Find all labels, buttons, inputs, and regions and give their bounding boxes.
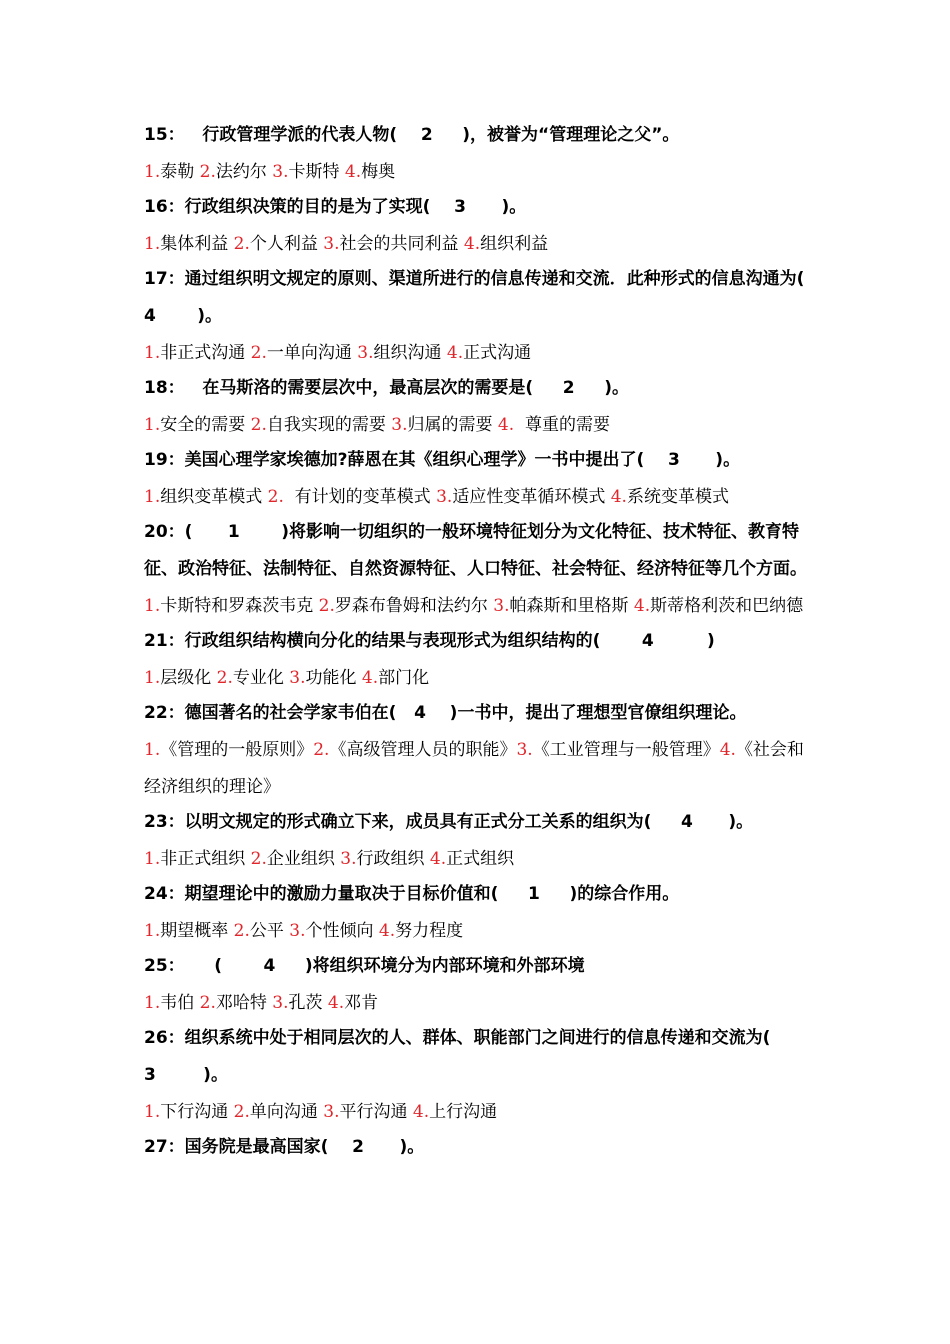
options-23 bbox=[144, 841, 810, 878]
option-text: 社会的共同利益 bbox=[339, 234, 459, 254]
option-text: 正式沟通 bbox=[463, 343, 532, 363]
option-text: 行政组织 bbox=[356, 849, 425, 869]
question-26: 26：组织系统中处于相同层次的人、群体、职能部门之间进行的信息传递和交流为( 3 )。 bbox=[144, 1028, 806, 1085]
option-number: 2. bbox=[313, 740, 330, 760]
option-number: 4. bbox=[378, 921, 396, 941]
option-text: 斯蒂格利茨和巴纳德 bbox=[650, 596, 804, 616]
option-text: 功能化 bbox=[305, 668, 357, 688]
option-text: 邓哈特 bbox=[215, 993, 267, 1013]
options-21 bbox=[144, 660, 810, 697]
options-22 bbox=[144, 732, 810, 806]
option-text: 罗森布鲁姆和法约尔 bbox=[334, 596, 488, 616]
question-25: 25： ( 4 )将组织环境分为内部环境和外部环境 bbox=[144, 956, 585, 976]
option-text: 《高级管理人员的职能》 bbox=[329, 740, 517, 760]
option-text: 组织利益 bbox=[480, 234, 549, 254]
option-number: 4. bbox=[412, 1102, 430, 1122]
option-number: 4. bbox=[633, 596, 651, 616]
option-number: 4. bbox=[344, 162, 362, 182]
option-text: 《社会和经济组织的理论》 bbox=[144, 740, 804, 797]
option-text: 组织沟通 bbox=[373, 343, 442, 363]
option-number: 4. bbox=[719, 740, 736, 760]
question-list bbox=[144, 117, 840, 1166]
option-text: 非正式沟通 bbox=[160, 343, 246, 363]
option-text: 单向沟通 bbox=[249, 1102, 318, 1122]
option-text: 非正式组织 bbox=[160, 849, 246, 869]
options-17 bbox=[144, 335, 810, 372]
options-25 bbox=[144, 985, 810, 1022]
option-text: 层级化 bbox=[160, 668, 212, 688]
option-number: 4. bbox=[429, 849, 447, 869]
options-19 bbox=[144, 479, 810, 516]
option-text: 梅奥 bbox=[361, 162, 396, 182]
question-18: 18： 在马斯洛的需要层次中，最高层次的需要是( 2 )。 bbox=[144, 378, 629, 398]
option-text: 个性倾向 bbox=[305, 921, 374, 941]
option-text: 《管理的一般原则》 bbox=[160, 740, 314, 760]
option-text: 卡斯特和罗森茨韦克 bbox=[160, 596, 314, 616]
option-number: 2. bbox=[199, 162, 216, 182]
option-number: 1. bbox=[144, 1102, 161, 1122]
options-26 bbox=[144, 1094, 810, 1131]
option-text: 平行沟通 bbox=[339, 1102, 408, 1122]
option-number: 3. bbox=[323, 234, 340, 254]
option-number: 2. bbox=[233, 921, 250, 941]
option-text: 帕森斯和里格斯 bbox=[509, 596, 629, 616]
option-text: 个人利益 bbox=[249, 234, 318, 254]
option-text: 孔茨 bbox=[288, 993, 323, 1013]
option-text: 下行沟通 bbox=[160, 1102, 229, 1122]
option-number: 4. bbox=[463, 234, 481, 254]
option-number: 4. bbox=[446, 343, 464, 363]
option-text: 自我实现的需要 bbox=[266, 415, 386, 435]
option-text: 有计划的变革模式 bbox=[283, 487, 431, 507]
option-text: 尊重的需要 bbox=[514, 415, 610, 435]
question-21: 21：行政组织结构横向分化的结果与表现形式为组织结构的( 4 ) bbox=[144, 631, 715, 651]
options-20 bbox=[144, 588, 810, 625]
option-number: 2. bbox=[250, 849, 267, 869]
option-text: 适应性变革循环模式 bbox=[452, 487, 606, 507]
option-number: 3. bbox=[516, 740, 533, 760]
option-text: 法约尔 bbox=[215, 162, 267, 182]
question-24: 24：期望理论中的激励力量取决于目标价值和( 1 )的综合作用。 bbox=[144, 884, 680, 904]
question-20: 20：( 1 )将影响一切组织的一般环境特征划分为文化特征、技术特征、教育特征、政治特征、法制特征、自然资源特征、人口特征、社会特征、经济特征等几个方面。 bbox=[144, 522, 807, 579]
option-number: 3. bbox=[323, 1102, 340, 1122]
option-text: 归属的需要 bbox=[407, 415, 493, 435]
option-number: 2. bbox=[233, 1102, 250, 1122]
option-text: 企业组织 bbox=[266, 849, 335, 869]
question-23: 23：以明文规定的形式确立下来，成员具有正式分工关系的组织为( 4 )。 bbox=[144, 812, 754, 832]
option-number: 3. bbox=[340, 849, 357, 869]
option-number: 1. bbox=[144, 162, 161, 182]
option-text: 专业化 bbox=[232, 668, 284, 688]
option-number: 1. bbox=[144, 921, 161, 941]
option-number: 4. bbox=[327, 993, 345, 1013]
option-number: 1. bbox=[144, 234, 161, 254]
option-text: 一单向沟通 bbox=[266, 343, 352, 363]
question-15: 15： 行政管理学派的代表人物( 2 )，被誉为“管理理论之父”。 bbox=[144, 125, 680, 145]
option-number: 2. bbox=[199, 993, 216, 1013]
option-number: 3. bbox=[391, 415, 408, 435]
option-number: 1. bbox=[144, 668, 161, 688]
option-number: 2. bbox=[267, 487, 284, 507]
option-number: 3. bbox=[272, 162, 289, 182]
option-number: 2. bbox=[216, 668, 233, 688]
option-text: 上行沟通 bbox=[429, 1102, 498, 1122]
option-text: 泰勒 bbox=[160, 162, 195, 182]
option-number: 4. bbox=[361, 668, 379, 688]
option-number: 2. bbox=[233, 234, 250, 254]
option-number: 1. bbox=[144, 740, 161, 760]
option-text: 集体利益 bbox=[160, 234, 229, 254]
option-number: 1. bbox=[144, 849, 161, 869]
option-number: 1. bbox=[144, 415, 161, 435]
question-16: 16：行政组织决策的目的是为了实现( 3 )。 bbox=[144, 197, 527, 217]
option-number: 2. bbox=[250, 415, 267, 435]
option-text: 邓肯 bbox=[344, 993, 379, 1013]
options-15 bbox=[144, 154, 810, 191]
options-18 bbox=[144, 407, 810, 444]
option-number: 3. bbox=[289, 668, 306, 688]
option-number: 1. bbox=[144, 596, 161, 616]
option-text: 《工业管理与一般管理》 bbox=[532, 740, 720, 760]
option-number: 3. bbox=[436, 487, 453, 507]
option-number: 3. bbox=[272, 993, 289, 1013]
options-16 bbox=[144, 226, 810, 263]
option-text: 努力程度 bbox=[395, 921, 464, 941]
option-number: 4. bbox=[610, 487, 627, 507]
option-number: 3. bbox=[289, 921, 306, 941]
option-text: 公平 bbox=[249, 921, 284, 941]
question-17: 17：通过组织明文规定的原则、渠道所进行的信息传递和交流．此种形式的信息沟通为( 4 )。 bbox=[144, 269, 840, 326]
option-number: 1. bbox=[144, 993, 161, 1013]
option-number: 2. bbox=[250, 343, 267, 363]
option-text: 系统变革模式 bbox=[626, 487, 729, 507]
option-number: 4. bbox=[497, 415, 515, 435]
options-24 bbox=[144, 913, 810, 950]
option-number: 3. bbox=[493, 596, 510, 616]
question-27: 27：国务院是最高国家( 2 )。 bbox=[144, 1137, 425, 1157]
question-22: 22：德国著名的社会学家韦伯在( 4 )一书中，提出了理想型官僚组织理论。 bbox=[144, 703, 747, 723]
option-text: 部门化 bbox=[378, 668, 430, 688]
question-19: 19：美国心理学家埃德加?薛恩在其《组织心理学》一书中提出了( 3 )。 bbox=[144, 450, 741, 470]
option-text: 组织变革模式 bbox=[160, 487, 263, 507]
option-text: 正式组织 bbox=[446, 849, 515, 869]
option-number: 1. bbox=[144, 343, 161, 363]
option-text: 卡斯特 bbox=[288, 162, 340, 182]
option-number: 2. bbox=[318, 596, 335, 616]
option-number: 1. bbox=[144, 487, 161, 507]
option-number: 3. bbox=[357, 343, 374, 363]
option-text: 安全的需要 bbox=[160, 415, 246, 435]
option-text: 韦伯 bbox=[160, 993, 195, 1013]
option-text: 期望概率 bbox=[160, 921, 229, 941]
